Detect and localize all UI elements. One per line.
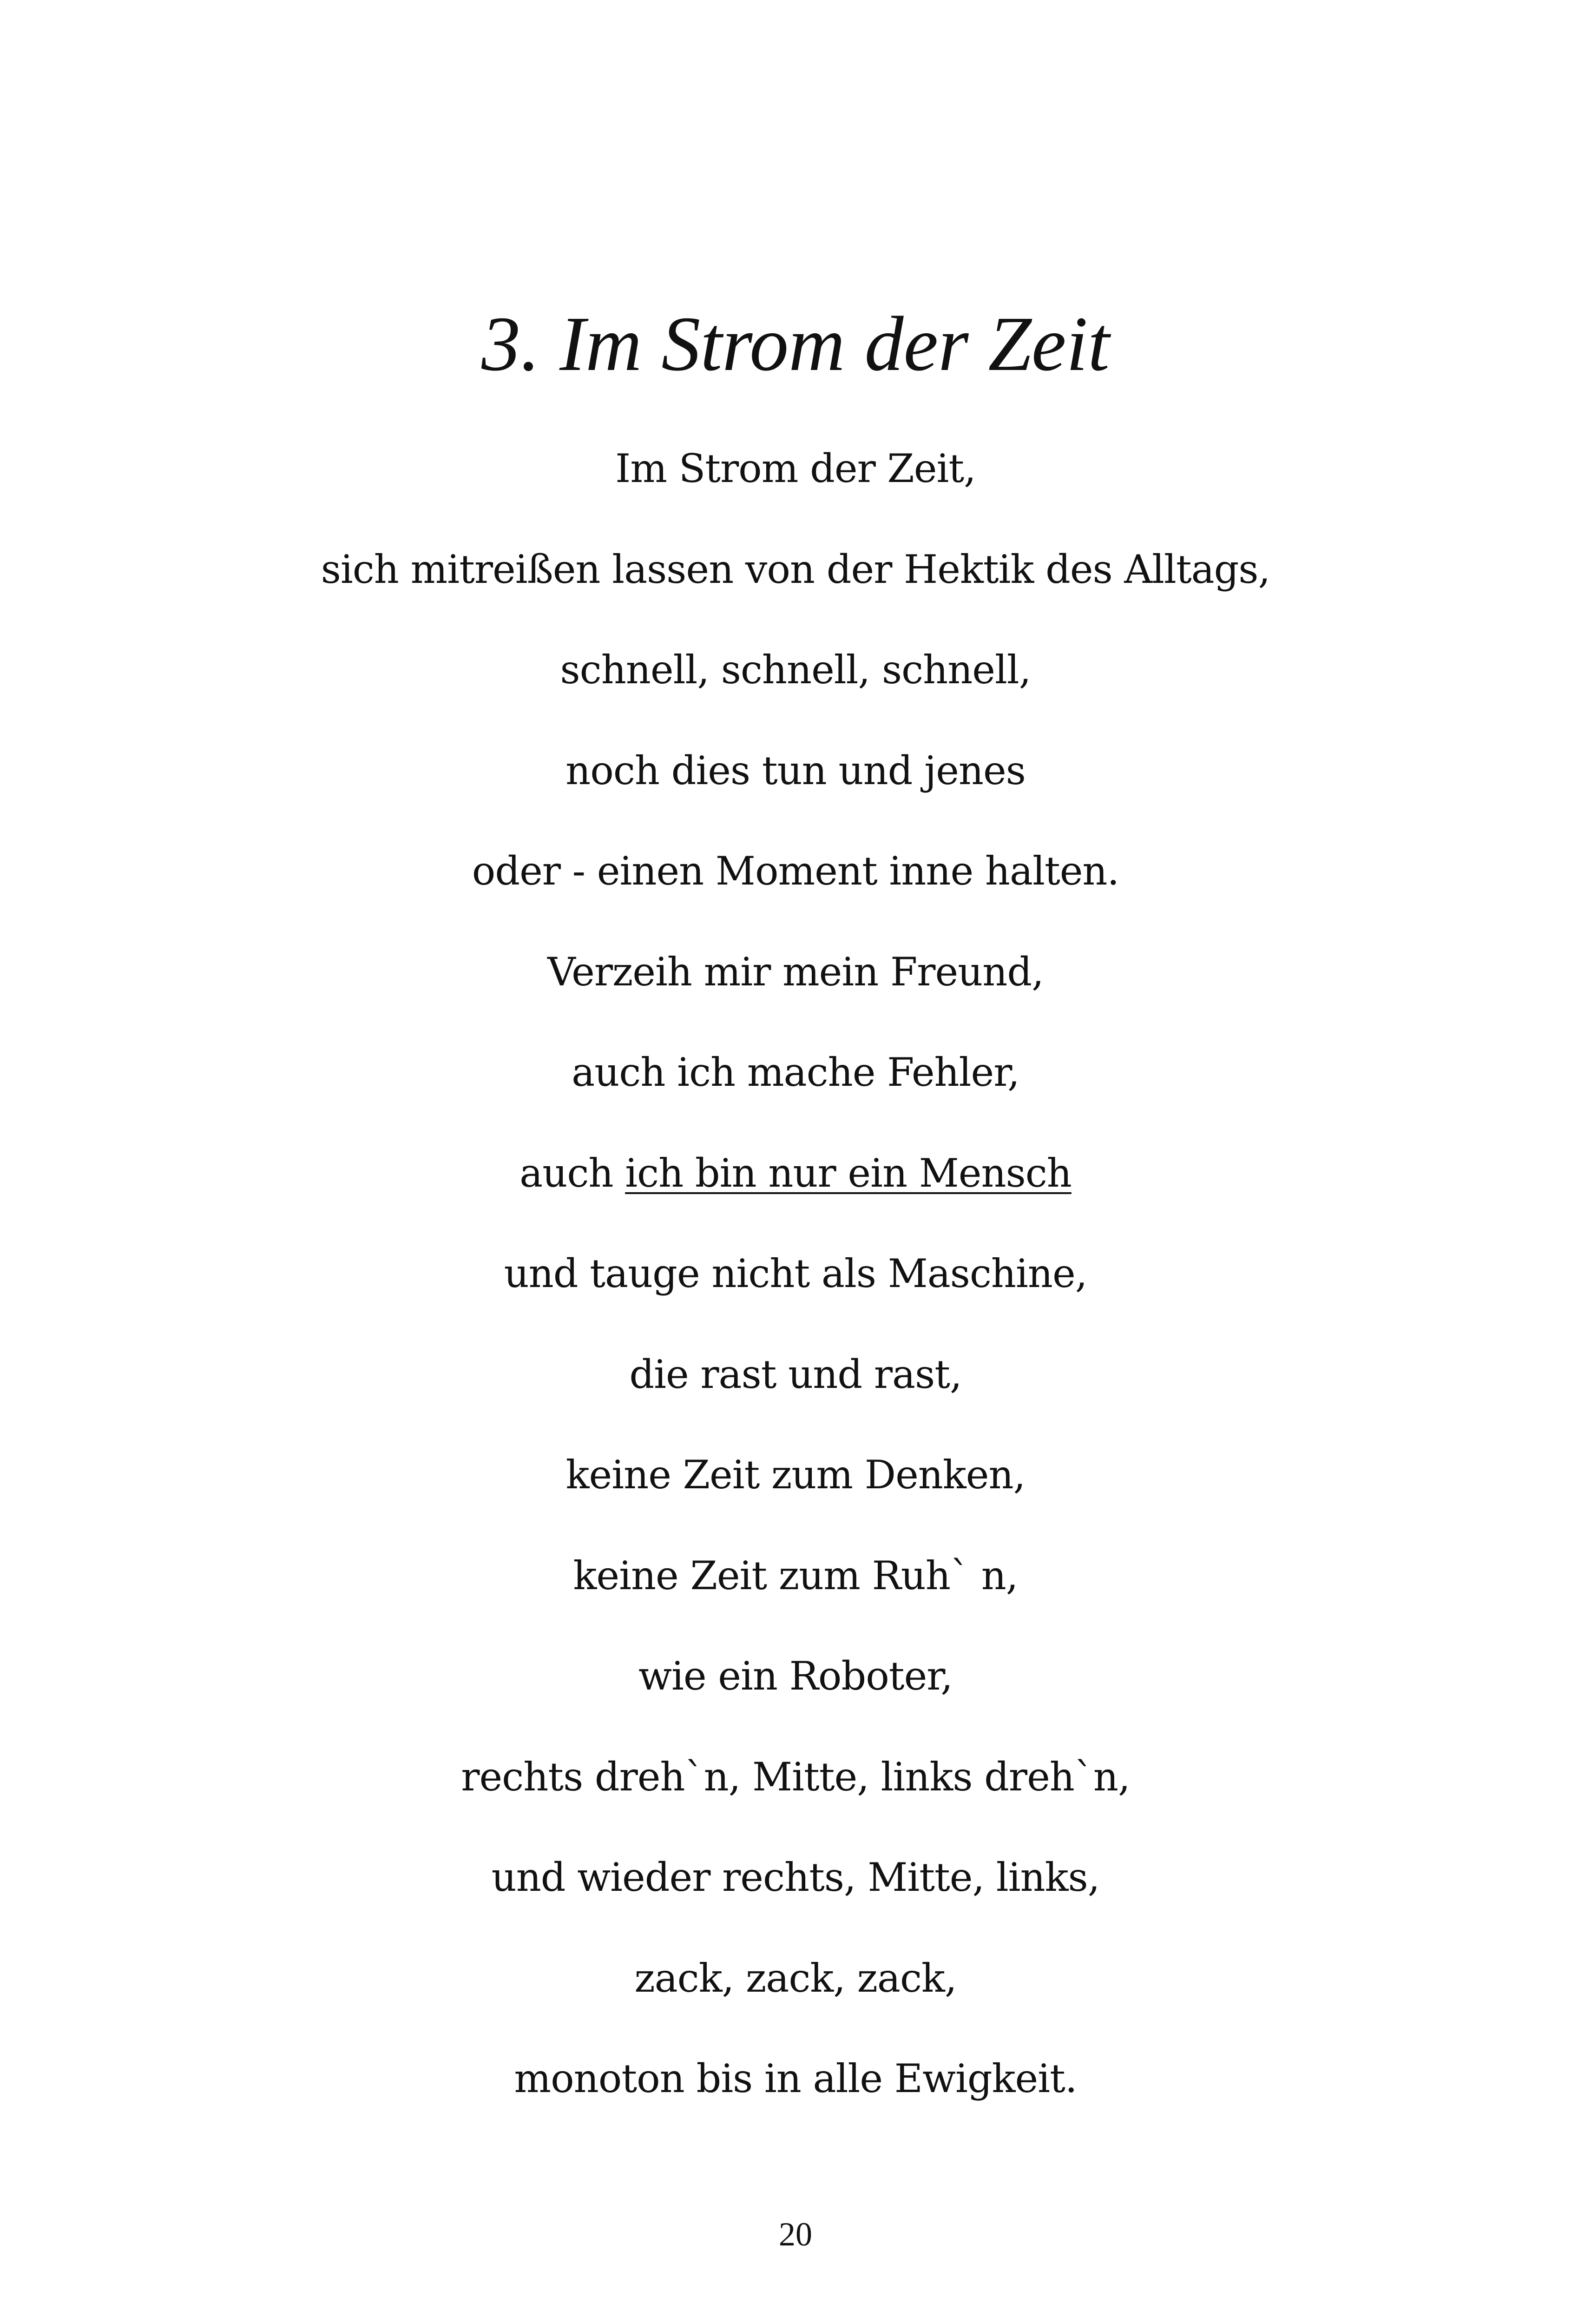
- page-number: 20: [779, 2216, 812, 2253]
- poem-line: noch dies tun und jenes: [565, 747, 1026, 793]
- poem-line: oder - einen Moment inne halten.: [472, 848, 1119, 894]
- poem-line: keine Zeit zum Denken,: [565, 1452, 1026, 1498]
- poem-line: und wieder rechts, Mitte, links,: [491, 1855, 1100, 1900]
- poem-body: [0, 441, 1591, 2152]
- poem-title: 3. Im Strom der Zeit: [481, 301, 1110, 387]
- poem-line: und tauge nicht als Maschine,: [504, 1251, 1087, 1296]
- poem-line: auch ich mache Fehler,: [572, 1050, 1019, 1095]
- poem-line: sich mitreißen lassen von der Hektik des Alltags,: [321, 546, 1270, 592]
- underlined-phrase: ich bin nur ein Mensch: [625, 1150, 1072, 1196]
- poem-line: rechts dreh`n, Mitte, links dreh`n,: [461, 1754, 1130, 1800]
- poem-line: wie ein Roboter,: [638, 1653, 953, 1699]
- poem-line: monoton bis in alle Ewigkeit.: [514, 2056, 1077, 2101]
- poem-line: Im Strom der Zeit,: [615, 446, 976, 491]
- poem-line: [0, 1145, 1591, 1246]
- poem-line: schnell, schnell, schnell,: [560, 647, 1031, 693]
- poem-line: zack, zack, zack,: [634, 1955, 957, 2001]
- poem-line: die rast und rast,: [629, 1351, 962, 1397]
- poem-line: keine Zeit zum Ruh` n,: [573, 1552, 1018, 1598]
- poem-line-prefix: auch: [519, 1150, 625, 1196]
- poem-line: Verzeih mir mein Freund,: [547, 949, 1044, 995]
